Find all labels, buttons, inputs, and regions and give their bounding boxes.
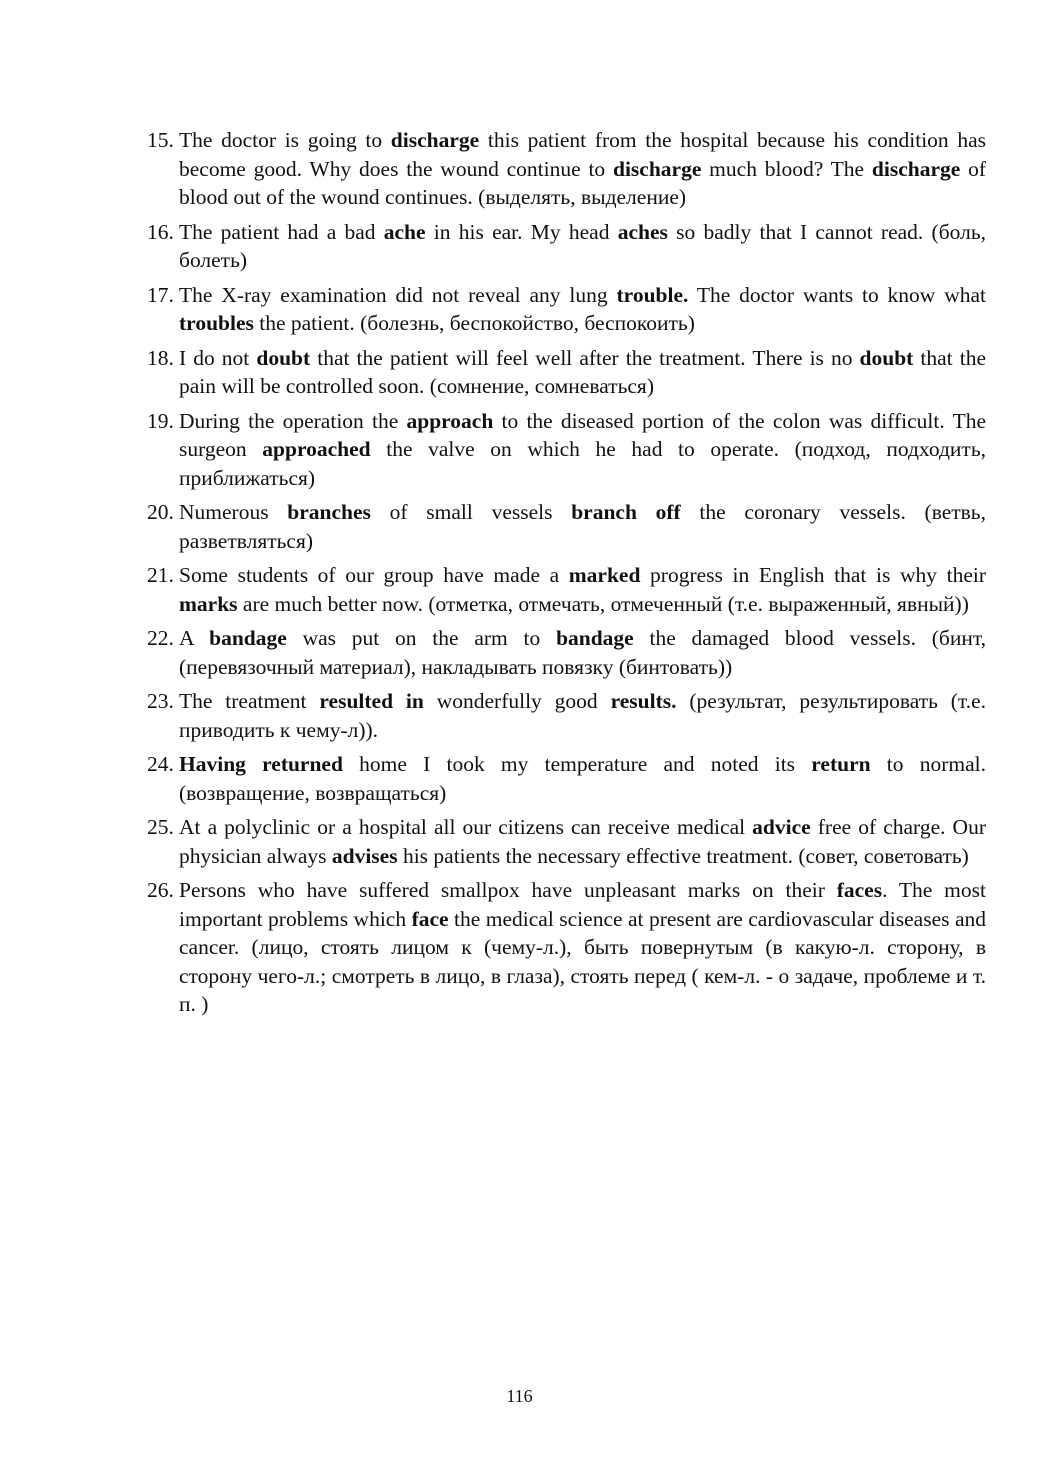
vocab-term: doubt [859,345,914,370]
list-item [147,624,986,681]
item-text [179,128,986,209]
text-segment: Numerous [179,500,288,524]
vocab-term: marked [568,563,641,587]
text-segment: At a polyclinic or a hospital all our citizens can receive medical [179,815,753,839]
text-segment: . The most important problems which [179,878,986,931]
vocab-term: aches [617,219,668,244]
vocab-term: trouble. [616,282,689,307]
vocab-term: ache [383,219,426,244]
text-segment: that the patient will feel well after the treatment. There is no [310,345,860,370]
text-segment: wonderfully good [423,689,611,713]
text-segment: Persons who have suffered smallpox have unpleasant marks on their [179,878,837,902]
item-number: 15. [147,128,174,152]
list-item [147,498,986,555]
text-segment: the damaged blood vessels. (бинт, (перевязочный материал), накладывать повязку (бинтовать)) [179,626,987,679]
item-number: 19. [147,408,174,433]
text-segment: home I took my temperature and noted its [342,752,812,776]
vocab-term: return [811,752,871,776]
list-item [147,126,986,212]
vocab-term: marks [179,591,238,616]
text-segment: the medical science at present are cardiovascular diseases and cancer. (лицо, стоять лицом к (чему-л.), быть повернутым (в какую-л. сторону, в сторону чего-л.; смотреть в лицо, в глаза), стоять перед ( кем-л. - о задаче, проблеме и т. п. ) [179,906,987,1016]
item-text [179,626,986,679]
item-text [179,346,986,399]
vocab-term: Having returned [179,752,343,776]
item-number: 17. [147,282,174,307]
list-item [147,876,986,1019]
item-number: 23. [147,689,174,713]
item-text [179,283,986,336]
text-segment: to normal. (возвращение, возвращаться) [179,752,987,805]
vocab-term: bandage [556,626,634,650]
text-segment: are much better now. (отметка, отмечать, отмеченный (т.е. выраженный, явный)) [237,591,969,616]
list-item [147,750,986,807]
list-item [147,813,986,870]
item-text [179,500,986,553]
item-number: 18. [147,345,174,370]
item-number: 21. [147,563,174,587]
vocab-term: faces [836,878,883,902]
item-text [179,878,986,1016]
item-number: 25. [147,815,174,839]
list-item [147,407,986,493]
text-segment: that the pain will be controlled soon. (сомнение, сомневаться) [179,345,986,398]
vocab-term: troubles [179,311,254,335]
text-segment: of blood out of the wound continues. (выделять, выделение) [179,156,986,209]
item-number: 24. [147,752,174,776]
text-segment: The X-ray examination did not reveal any lung [179,282,617,307]
text-segment: this patient from the hospital because his condition has become good. Why does the wound continue to [179,128,987,181]
item-number: 16. [147,219,174,244]
item-text [179,815,986,868]
text-segment: the coronary vessels. (ветвь, разветвляться) [179,500,986,553]
text-segment: to the diseased portion of the colon was difficult. The surgeon [179,408,986,461]
text-segment: Some students of our group have made a [179,563,569,587]
list-item [147,561,986,618]
vocabulary-list [147,126,986,1025]
list-item [147,344,986,401]
item-text [179,563,986,616]
vocab-term: advises [331,843,398,868]
text-segment: so badly that I cannot read. (боль, болеть) [179,219,987,272]
vocab-term: bandage [209,626,287,650]
vocab-term: branches [287,500,371,524]
text-segment: the patient. (болезнь, беспокойство, беспокоить) [253,311,695,335]
vocab-term: discharge [612,156,702,181]
vocab-term: approached [262,437,371,461]
vocab-term: doubt [256,345,311,370]
text-segment: in his ear. My head [425,219,618,244]
item-number: 26. [147,878,174,902]
item-text [179,752,986,805]
item-text [179,220,986,273]
text-segment: free of charge. Our physician always [179,815,986,868]
text-segment: (результат, результировать (т.е. приводить к чему-л)). [179,689,987,742]
list-item [147,687,986,744]
vocab-term: approach [406,408,494,433]
vocab-term: discharge [390,128,480,152]
text-segment: of small vessels [370,500,572,524]
text-segment: The doctor is going to [179,128,391,152]
text-segment: The treatment [179,689,320,713]
vocab-term: face [411,906,449,931]
list-item [147,281,986,338]
text-segment: I do not [179,345,257,370]
text-segment: progress in English that is why their [640,563,986,587]
text-segment: his patients the necessary effective treatment. (совет, советовать) [397,843,969,868]
item-text [179,409,986,490]
text-segment: During the operation the [179,408,407,433]
item-number: 20. [147,500,174,524]
text-segment: The doctor wants to know what [688,282,986,307]
vocab-term: results. [610,689,677,713]
text-segment: the valve on which he had to operate. (подход, подходить, приближаться) [179,437,986,490]
list-item [147,218,986,275]
vocab-term: discharge [871,156,961,181]
page-number: 116 [506,1386,533,1406]
item-number: 22. [147,626,174,650]
text-segment: was put on the arm to [286,626,557,650]
vocab-term: branch off [571,500,681,524]
text-segment: The patient had a bad [179,219,384,244]
text-segment: A [179,626,210,650]
vocab-term: resulted in [319,689,424,713]
vocab-term: advice [752,815,811,839]
text-segment: much blood? The [701,156,872,181]
item-text [179,689,986,742]
